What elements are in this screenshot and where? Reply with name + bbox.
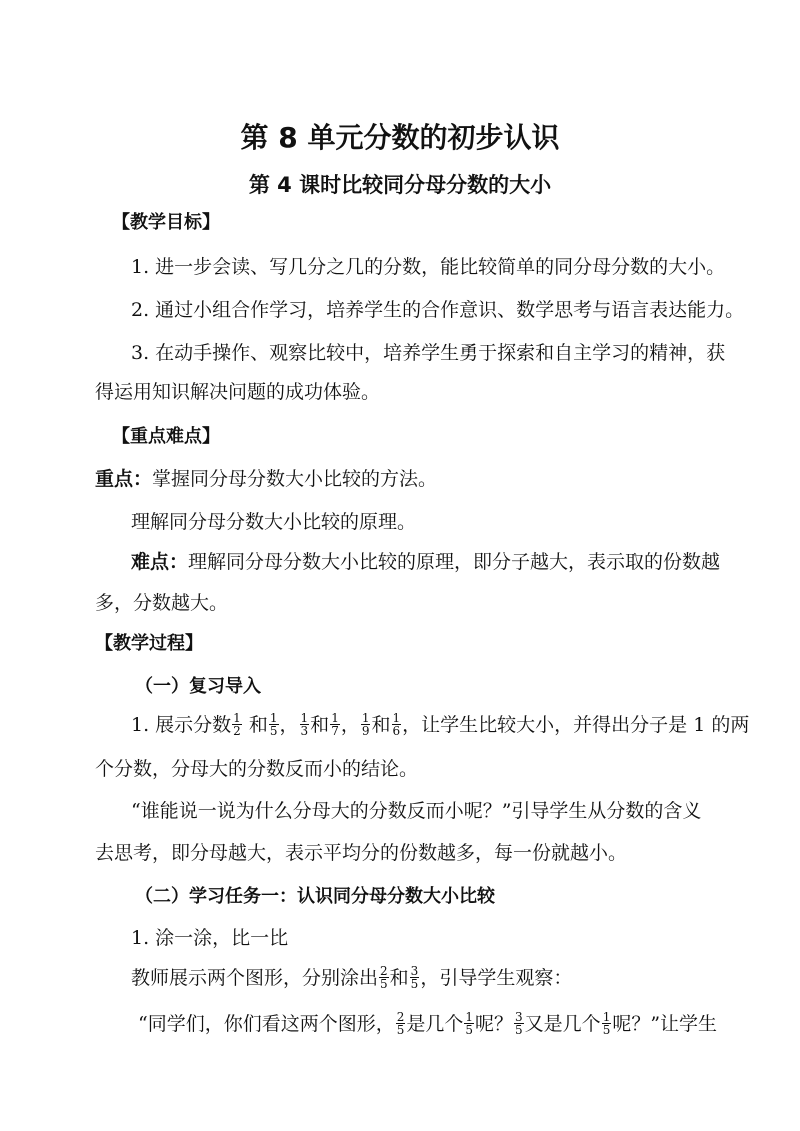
difficult-point-text-2: 多，分数越大。 [95, 592, 229, 614]
process-heading: 【教学过程】 [95, 633, 203, 654]
fraction: $\frac{2}{5}$ [380, 963, 388, 991]
objective-item-3: 3. 在动手操作、观察比较中，培养学生勇于探索和自主学习的精神，获 [131, 342, 726, 364]
section1-line1: 1. 展示分数 $\frac{1}{2}$ 和 $\frac{1}{5}$ ， $\frac{1}{3}$ 和 $\frac{1}{7}$ ， $\frac{1}{9}$ 和 $\frac{1}{6}$ ，让学生比较大小，并得出分子是 1 的两 [131, 710, 750, 738]
fraction: $\frac{3}{5}$ [410, 963, 419, 991]
keypoints-heading: 【重点难点】 [112, 426, 220, 447]
objective-item-2: 2. 通过小组合作学习，培养学生的合作意识、数学思考与语言表达能力。 [131, 299, 745, 321]
fraction: $\frac{1}{5}$ [269, 710, 278, 738]
fraction: $\frac{1}{7}$ [331, 710, 339, 738]
objective-item-3-continued: 得运用知识解决问题的成功体验。 [95, 381, 381, 403]
fraction: $\frac{1}{5}$ [602, 1009, 611, 1037]
section2-show-line: 教师展示两个图形，分别涂出 $\frac{2}{5}$ 和 $\frac{3}{5}$ ，引导学生观察： [131, 963, 573, 991]
key-point-text: 掌握同分母分数大小比较的方法。 [152, 468, 438, 490]
fraction: $\frac{3}{5}$ [515, 1009, 523, 1037]
section1-line2: 个分数，分母大的分数反而小的结论。 [95, 758, 419, 780]
document-subtitle: 第 4 课时比较同分母分数的大小 [248, 173, 552, 197]
section1-quote-1: “谁能说一说为什么分母大的分数反而小呢？”引导学生从分数的含义 [131, 800, 702, 822]
fraction: $\frac{1}{9}$ [361, 710, 370, 738]
difficult-point-label: 难点： [131, 551, 189, 573]
difficult-point-text: 理解同分母分数大小比较的原理，即分子越大，表示取的份数越 [188, 551, 721, 573]
section2-heading: （二）学习任务一：认识同分母分数大小比较 [135, 886, 495, 907]
key-point-text-2: 理解同分母分数大小比较的原理。 [131, 511, 417, 533]
difficult-point [131, 548, 720, 576]
fraction: $\frac{1}{6}$ [392, 710, 401, 738]
objective-item-1: 1. 进一步会读、写几分之几的分数，能比较简单的同分母分数的大小。 [131, 256, 726, 278]
section1-quote-2: 去思考，即分母越大，表示平均分的份数越多，每一份就越小。 [95, 842, 628, 864]
key-point-label: 重点： [95, 468, 153, 490]
fraction: $\frac{1}{3}$ [300, 710, 309, 738]
section2-ask-line: “同学们，你们看这两个图形， $\frac{2}{5}$ 是几个 $\frac{1}{5}$ 呢？ $\frac{3}{5}$ 又是几个 $\frac{1}{5}$ 呢？”让学生 [138, 1009, 718, 1037]
fraction: $\frac{1}{5}$ [465, 1009, 474, 1037]
section2-step1: 1. 涂一涂，比一比 [131, 927, 289, 949]
document-title: 第 8 单元分数的初步认识 [240, 121, 560, 154]
objectives-heading: 【教学目标】 [112, 212, 220, 233]
fraction: $\frac{1}{2}$ [233, 710, 241, 738]
key-point [95, 465, 437, 493]
fraction: $\frac{2}{5}$ [396, 1009, 405, 1037]
section1-heading: （一）复习导入 [135, 676, 261, 697]
